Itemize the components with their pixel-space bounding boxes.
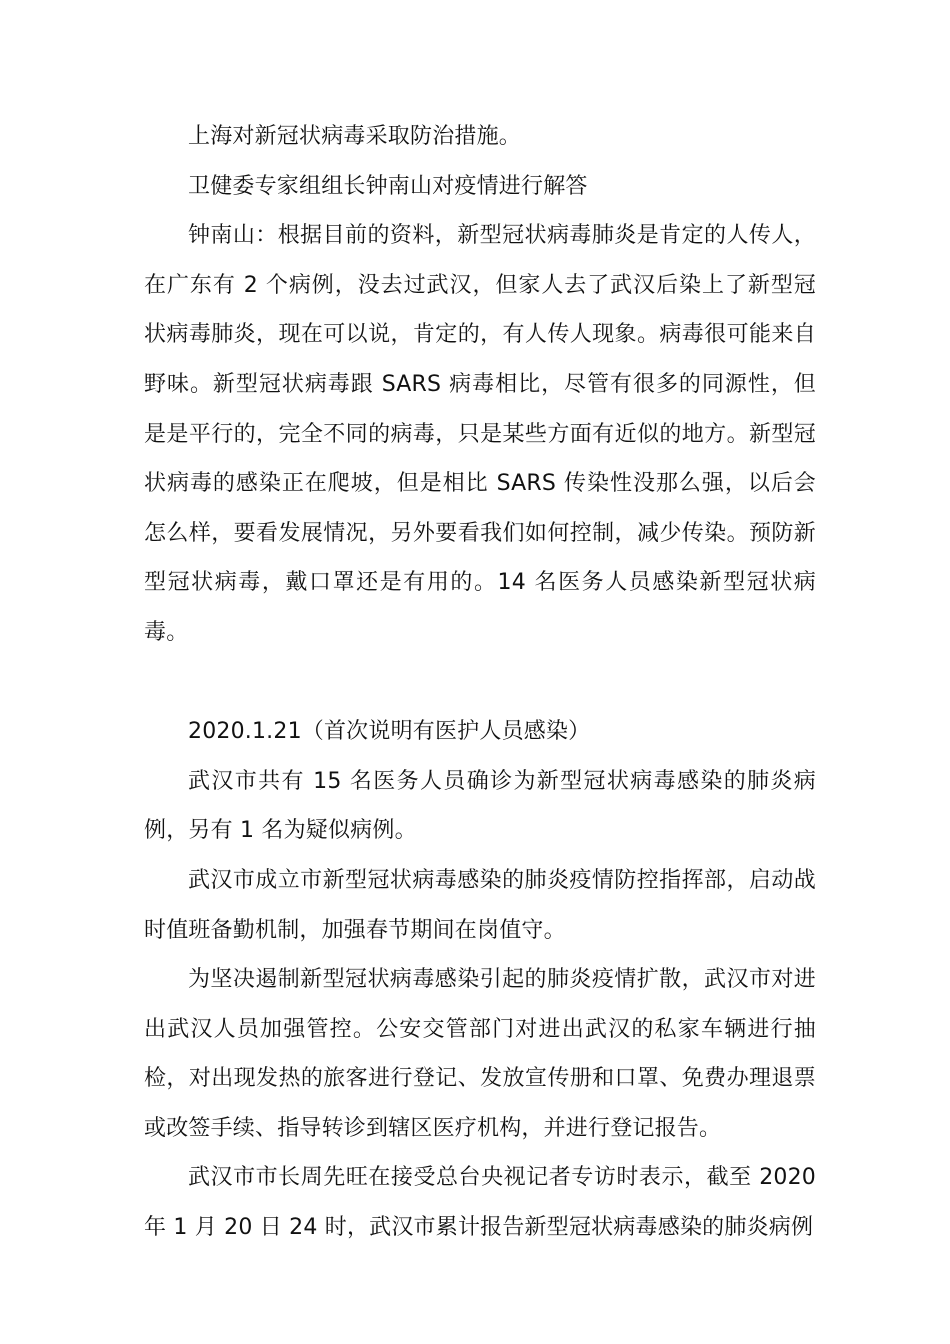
section-heading-date: 2020.1.21（首次说明有医护人员感染） [188,719,591,745]
paragraph-expert-qa-title: 卫健委专家组组长钟南山对疫情进行解答 [188,173,588,199]
paragraph-mayor-interview: 武汉市市长周先旺在接受总台央视记者专访时表示，截至 2020 年 1 月 20 日 24 时，武汉市累计报告新型冠状病毒感染的肺炎病例 [144,1165,816,1241]
document-body [144,112,816,1253]
paragraph-zhong-nanshan-answer: 钟南山：根据目前的资料，新型冠状病毒肺炎是肯定的人传人，在广东有 2 个病例，没去过武汉，但家人去了武汉后染上了新型冠状病毒肺炎，现在可以说，肯定的，有人传人现象。病毒很可能来自野味。新型冠状病毒跟 SARS 病毒相比，尽管有很多的同源性，但是是平行的，完全不同的病毒，只是某些方面有近似的地方。新型冠状病毒的感染正在爬坡，但是相比 SARS 传染性没那么强，以后会怎么样，要看发展情况，另外要看我们如何控制，减少传染。预防新型冠状病毒，戴口罩还是有用的。14 名医务人员感染新型冠状病毒。 [144,223,816,645]
paragraph-travel-control: 为坚决遏制新型冠状病毒感染引起的肺炎疫情扩散，武汉市对进出武汉人员加强管控。公安交管部门对进出武汉的私家车辆进行抽检，对出现发热的旅客进行登记、发放宣传册和口罩、免费办理退票或改签手续、指导转诊到辖区医疗机构，并进行登记报告。 [144,967,816,1141]
paragraph-command-center: 武汉市成立市新型冠状病毒感染的肺炎疫情防控指挥部，启动战时值班备勤机制，加强春节期间在岗值守。 [144,867,816,943]
paragraph-medical-staff-cases: 武汉市共有 15 名医务人员确诊为新型冠状病毒感染的肺炎病例，另有 1 名为疑似病例。 [144,768,816,844]
section-spacer [144,658,816,708]
paragraph-shanghai-measures: 上海对新冠状病毒采取防治措施。 [188,124,522,149]
